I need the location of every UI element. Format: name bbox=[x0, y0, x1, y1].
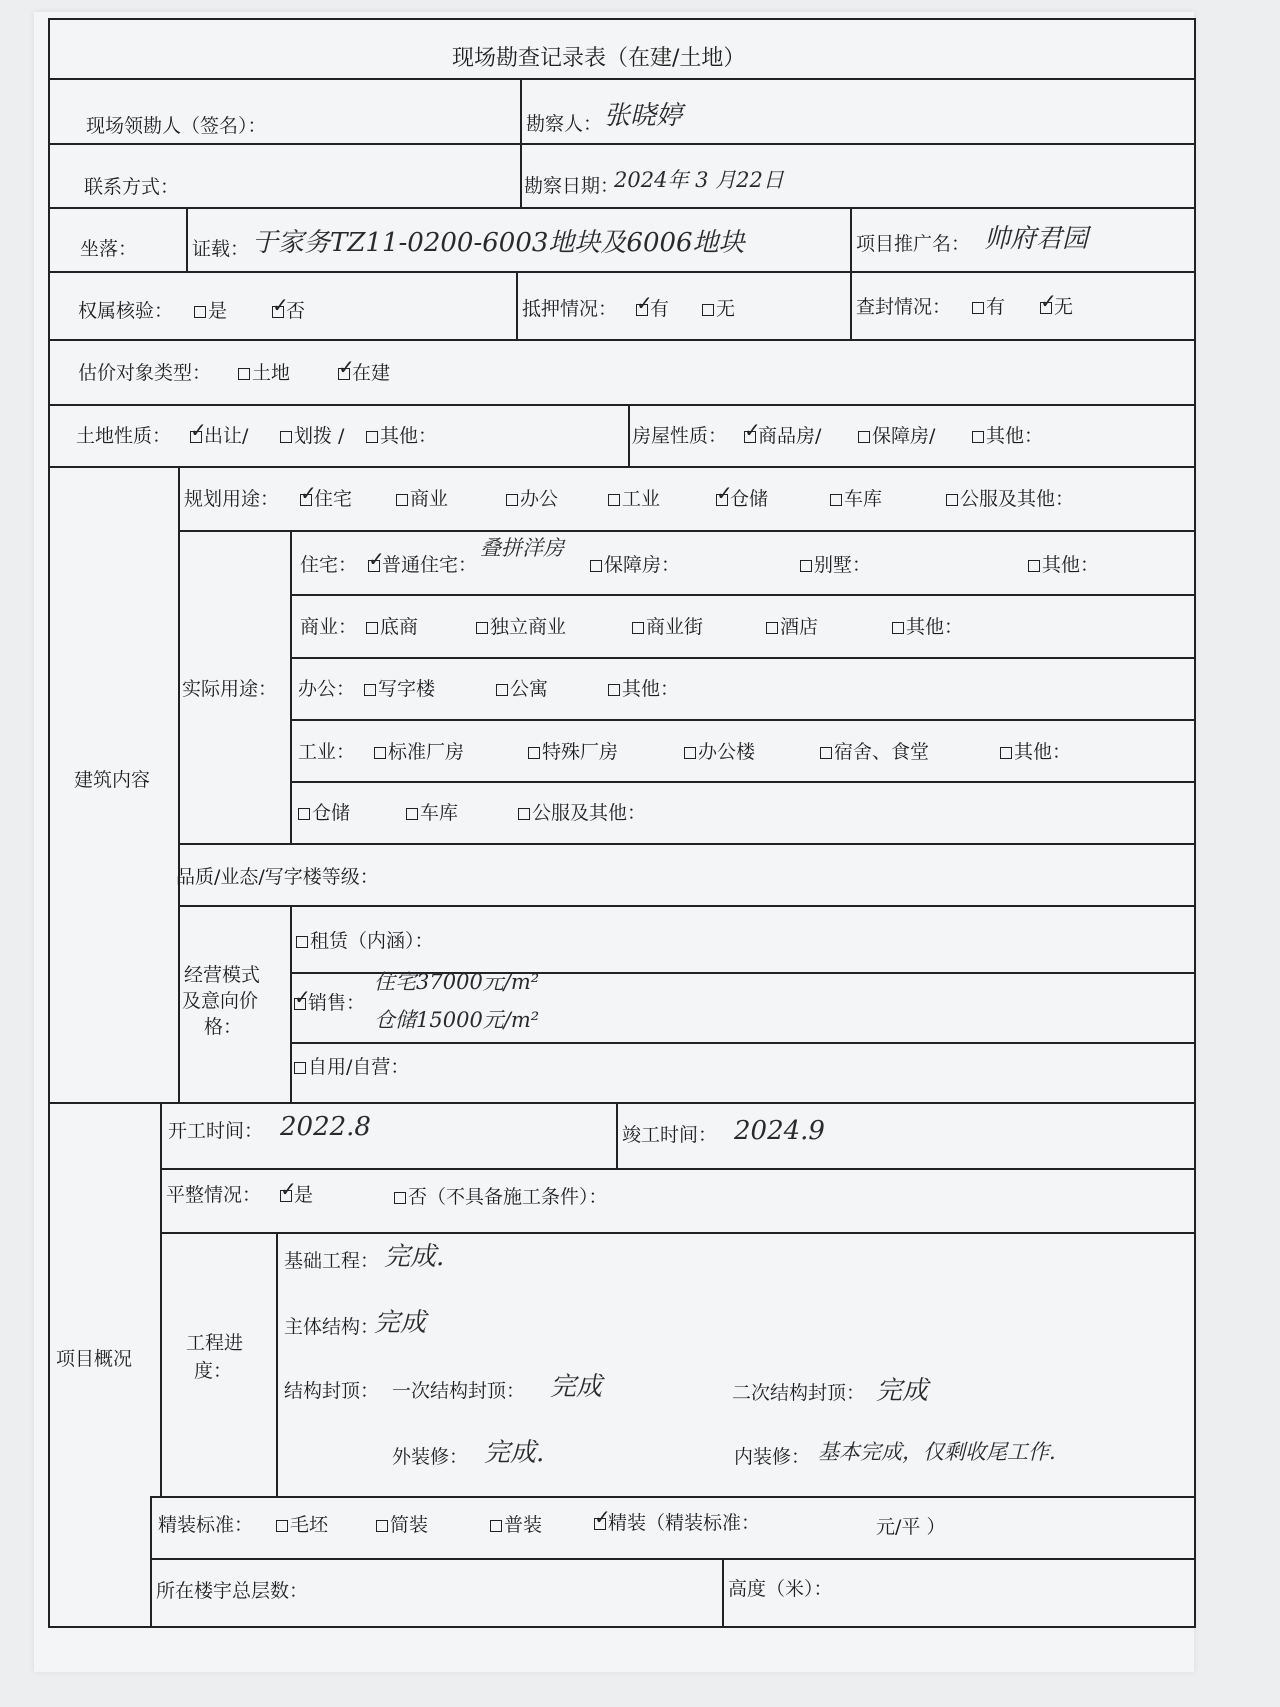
rule bbox=[150, 1558, 1196, 1560]
leveling-label: 平整情况： bbox=[166, 1184, 262, 1206]
planned-industrial-checkbox[interactable]: 工业 bbox=[608, 490, 660, 509]
finish-fine-checkbox[interactable]: ✓ 精装（精装标准： bbox=[594, 1514, 760, 1533]
house-other-checkbox[interactable]: 其他： bbox=[972, 427, 1043, 446]
checkbox-box bbox=[366, 622, 378, 634]
roof-label: 结构封顶： bbox=[284, 1380, 380, 1402]
checkbox-box bbox=[490, 1520, 502, 1532]
building-section-label: 建筑内容 bbox=[74, 769, 151, 791]
house-label: 房屋性质： bbox=[632, 425, 728, 447]
planned-public-checkbox[interactable]: 公服及其他： bbox=[946, 490, 1074, 509]
rule bbox=[48, 143, 1196, 145]
roof1-value: 完成 bbox=[550, 1372, 603, 1402]
seal-yes-checkbox[interactable]: 有 bbox=[972, 298, 1005, 317]
ownership-no-checkbox[interactable]: ✓ 否 bbox=[272, 302, 305, 321]
rule bbox=[48, 339, 1196, 341]
sale-note-storage: 仓储15000元/m² bbox=[374, 1008, 540, 1032]
checkbox-box bbox=[590, 560, 602, 572]
checkbox-box bbox=[280, 431, 292, 443]
rule bbox=[48, 271, 1196, 273]
industrial-standard-checkbox[interactable]: 标准厂房 bbox=[374, 743, 464, 762]
valuation-land-checkbox[interactable]: 土地 bbox=[238, 364, 290, 383]
rule bbox=[516, 271, 518, 339]
progress-label-line2: 度： bbox=[194, 1360, 233, 1382]
rule bbox=[48, 1102, 1196, 1104]
operation-label-line2: 及意向价 bbox=[182, 990, 259, 1012]
floors-label: 所在楼宇总层数： bbox=[156, 1580, 309, 1602]
sale-note-residential: 住宅37000元/m² bbox=[374, 970, 540, 994]
lease-checkbox[interactable]: 租赁（内涵）： bbox=[296, 932, 434, 951]
checkbox-box bbox=[394, 1192, 406, 1204]
checkbox-box bbox=[276, 1520, 288, 1532]
checkbox-box bbox=[820, 747, 832, 759]
checkbox-box-checked bbox=[338, 368, 350, 380]
rule bbox=[276, 1232, 278, 1496]
land-allocation-checkbox[interactable]: 划拨 / bbox=[280, 427, 344, 446]
rule bbox=[160, 1168, 1196, 1170]
rule bbox=[290, 905, 292, 1102]
other-storage-checkbox[interactable]: 仓储 bbox=[298, 804, 350, 823]
rule bbox=[186, 207, 188, 271]
rule bbox=[290, 1042, 1196, 1044]
house-affordable-checkbox[interactable]: 保障房/ bbox=[858, 427, 935, 446]
surveyor-label: 勘察人： bbox=[526, 113, 603, 135]
checkbox-box bbox=[376, 1520, 388, 1532]
planned-storage-checkbox[interactable]: ✓ 仓储 bbox=[716, 490, 768, 509]
start-value: 2022.8 bbox=[280, 1112, 371, 1142]
checkbox-box bbox=[366, 431, 378, 443]
checkbox-box bbox=[972, 302, 984, 314]
interior-label: 内装修： bbox=[734, 1446, 811, 1468]
valuation-construction-checkbox[interactable]: ✓ 在建 bbox=[338, 364, 390, 383]
checkbox-box-checked bbox=[280, 1190, 292, 1202]
residential-normal-checkbox[interactable]: ✓ 普通住宅： bbox=[368, 556, 477, 575]
seal-label: 查封情况： bbox=[856, 296, 952, 318]
progress-label-line1: 工程进 bbox=[186, 1332, 244, 1354]
date-label: 勘察日期： bbox=[524, 175, 620, 197]
height-label: 高度（米）： bbox=[728, 1578, 833, 1600]
residential-other-checkbox[interactable]: 其他： bbox=[1028, 556, 1099, 575]
promo-label: 项目推广名： bbox=[856, 233, 971, 255]
commercial-street-checkbox[interactable]: 商业街 bbox=[632, 618, 703, 637]
checkbox-box bbox=[374, 747, 386, 759]
planned-residential-checkbox[interactable]: ✓ 住宅 bbox=[300, 490, 352, 509]
office-tower-checkbox[interactable]: 写字楼 bbox=[364, 680, 435, 699]
planned-garage-checkbox[interactable]: 车库 bbox=[830, 490, 882, 509]
checkbox-box bbox=[946, 494, 958, 506]
checkbox-box bbox=[194, 306, 206, 318]
commercial-shop-checkbox[interactable]: 底商 bbox=[366, 618, 418, 637]
finish-simple-checkbox[interactable]: 简装 bbox=[376, 1516, 428, 1535]
checkbox-box-checked bbox=[1040, 302, 1052, 314]
checkbox-box bbox=[298, 808, 310, 820]
checkbox-box bbox=[766, 622, 778, 634]
checkbox-box-checked bbox=[744, 431, 756, 443]
land-label: 土地性质： bbox=[76, 425, 172, 447]
planned-use-label: 规划用途： bbox=[184, 488, 280, 510]
exterior-label: 外装修： bbox=[392, 1446, 469, 1468]
self-use-checkbox[interactable]: 自用/自营： bbox=[294, 1058, 409, 1077]
rule bbox=[178, 530, 1196, 532]
rule bbox=[48, 207, 1196, 209]
checkbox-box bbox=[406, 808, 418, 820]
residential-affordable-checkbox[interactable]: 保障房： bbox=[590, 556, 680, 575]
checkbox-box-checked bbox=[300, 494, 312, 506]
project-section-label: 项目概况 bbox=[56, 1348, 133, 1370]
date-value: 2024年 3 月22日 bbox=[614, 168, 784, 192]
leveling-no-checkbox[interactable]: 否（不具备施工条件）： bbox=[394, 1188, 608, 1207]
promo-value: 帅府君园 bbox=[984, 224, 1089, 254]
checkbox-box bbox=[294, 1062, 306, 1074]
checkbox-box-checked bbox=[368, 560, 380, 572]
checkbox-box bbox=[830, 494, 842, 506]
rule bbox=[48, 404, 1196, 406]
actual-use-label: 实际用途： bbox=[182, 678, 278, 700]
office-label: 办公： bbox=[298, 678, 356, 700]
industrial-dorm-checkbox[interactable]: 宿舍、食堂 bbox=[820, 743, 929, 762]
rule bbox=[850, 207, 852, 339]
checkbox-box-checked bbox=[190, 431, 202, 443]
rule bbox=[628, 404, 630, 466]
ownership-yes-checkbox[interactable]: 是 bbox=[194, 302, 227, 321]
roof2-label: 二次结构封顶： bbox=[732, 1382, 866, 1404]
cert-label: 证载： bbox=[192, 238, 250, 260]
rule bbox=[150, 1496, 1196, 1498]
planned-commercial-checkbox[interactable]: 商业 bbox=[396, 490, 448, 509]
leader-label: 现场领勘人（签名）： bbox=[86, 115, 267, 137]
roof2-value: 完成 bbox=[876, 1376, 929, 1406]
commercial-other-checkbox[interactable]: 其他： bbox=[892, 618, 963, 637]
rule bbox=[178, 905, 1196, 907]
checkbox-box-checked bbox=[716, 494, 728, 506]
checkbox-box bbox=[396, 494, 408, 506]
checkbox-box bbox=[1028, 560, 1040, 572]
start-label: 开工时间： bbox=[168, 1120, 264, 1142]
other-public-checkbox[interactable]: 公服及其他： bbox=[518, 804, 646, 823]
checkbox-box bbox=[702, 304, 714, 316]
surveyor-signature: 张晓婷 bbox=[604, 101, 683, 131]
sale-checkbox[interactable]: ✓销售： bbox=[294, 994, 365, 1013]
other-garage-checkbox[interactable]: 车库 bbox=[406, 804, 458, 823]
finish-standard-unit: 元/平 ） bbox=[876, 1516, 946, 1538]
operation-label-line3: 格： bbox=[204, 1016, 243, 1038]
rule bbox=[178, 466, 180, 1102]
checkbox-box bbox=[518, 808, 530, 820]
rule bbox=[160, 1232, 1196, 1234]
rule bbox=[722, 1558, 724, 1628]
industrial-label: 工业： bbox=[298, 741, 356, 763]
contact-label: 联系方式： bbox=[84, 176, 180, 198]
foundation-value: 完成. bbox=[384, 1242, 445, 1272]
industrial-office-checkbox[interactable]: 办公楼 bbox=[684, 743, 755, 762]
checkbox-box-checked bbox=[294, 998, 306, 1010]
checkbox-box bbox=[800, 560, 812, 572]
planned-office-checkbox[interactable]: 办公 bbox=[506, 490, 558, 509]
checkbox-box bbox=[238, 368, 250, 380]
mortgage-no-checkbox[interactable]: 无 bbox=[702, 300, 735, 319]
industrial-special-checkbox[interactable]: 特殊厂房 bbox=[528, 743, 618, 762]
checkbox-box-checked bbox=[594, 1518, 606, 1530]
rule bbox=[48, 466, 1196, 468]
rule bbox=[290, 594, 1196, 596]
land-transfer-checkbox[interactable]: ✓ 出让/ bbox=[190, 427, 248, 446]
rule bbox=[290, 657, 1196, 659]
rule bbox=[290, 530, 292, 843]
cert-value: 于家务TZ11-0200-6003地块及6006地块 bbox=[252, 228, 745, 258]
commercial-hotel-checkbox[interactable]: 酒店 bbox=[766, 618, 818, 637]
checkbox-box bbox=[528, 747, 540, 759]
ownership-label: 权属核验： bbox=[78, 300, 174, 322]
checkbox-box bbox=[296, 936, 308, 948]
rule bbox=[48, 78, 1196, 80]
commercial-label: 商业： bbox=[300, 616, 358, 638]
checkbox-box bbox=[1000, 747, 1012, 759]
mortgage-label: 抵押情况： bbox=[522, 298, 618, 320]
exterior-value: 完成. bbox=[484, 1438, 545, 1468]
interior-value: 基本完成，仅剩收尾工作. bbox=[818, 1440, 1056, 1464]
checkbox-box bbox=[972, 431, 984, 443]
checkbox-box bbox=[892, 622, 904, 634]
checkbox-box bbox=[476, 622, 488, 634]
finish-standard-label: 精装标准： bbox=[158, 1514, 254, 1536]
rule bbox=[178, 843, 1196, 845]
house-commercial-checkbox[interactable]: ✓ 商品房/ bbox=[744, 427, 821, 446]
checkbox-box bbox=[608, 684, 620, 696]
residential-label: 住宅： bbox=[300, 554, 358, 576]
location-label: 坐落： bbox=[80, 238, 138, 260]
form-title: 现场勘查记录表（在建/土地） bbox=[452, 46, 746, 71]
rule bbox=[150, 1496, 152, 1628]
checkbox-box bbox=[684, 747, 696, 759]
leveling-yes-checkbox[interactable]: ✓ 是 bbox=[280, 1186, 313, 1205]
main-structure-value: 完成 bbox=[374, 1308, 427, 1338]
checkbox-box bbox=[608, 494, 620, 506]
roof1-label: 一次结构封顶： bbox=[392, 1380, 526, 1402]
commercial-standalone-checkbox[interactable]: 独立商业 bbox=[476, 618, 566, 637]
checkbox-box bbox=[364, 684, 376, 696]
operation-label-line1: 经营模式 bbox=[184, 964, 261, 986]
seal-no-checkbox[interactable]: ✓ 无 bbox=[1040, 298, 1073, 317]
office-apartment-checkbox[interactable]: 公寓 bbox=[496, 680, 548, 699]
rule bbox=[290, 719, 1196, 721]
checkbox-box bbox=[496, 684, 508, 696]
land-other-checkbox[interactable]: 其他： bbox=[366, 427, 437, 446]
finish-normal-checkbox[interactable]: 普装 bbox=[490, 1516, 542, 1535]
rule bbox=[160, 1102, 162, 1496]
foundation-label: 基础工程： bbox=[284, 1250, 380, 1272]
finish-label: 竣工时间： bbox=[622, 1124, 718, 1146]
rule bbox=[616, 1102, 618, 1168]
finish-rough-checkbox[interactable]: 毛坯 bbox=[276, 1516, 328, 1535]
main-structure-label: 主体结构： bbox=[284, 1316, 380, 1338]
residential-note: 叠拼洋房 bbox=[480, 536, 564, 560]
industrial-other-checkbox[interactable]: 其他： bbox=[1000, 743, 1071, 762]
office-other-checkbox[interactable]: 其他： bbox=[608, 680, 679, 699]
checkbox-box bbox=[506, 494, 518, 506]
residential-villa-checkbox[interactable]: 别墅： bbox=[800, 556, 871, 575]
mortgage-yes-checkbox[interactable]: ✓ 有 bbox=[636, 300, 669, 319]
rule bbox=[520, 78, 522, 207]
checkbox-box bbox=[632, 622, 644, 634]
finish-value: 2024.9 bbox=[734, 1116, 825, 1146]
quality-label: 品质/业态/写字楼等级： bbox=[176, 866, 379, 888]
checkbox-box-checked bbox=[272, 306, 284, 318]
rule bbox=[290, 781, 1196, 783]
valuation-label: 估价对象类型： bbox=[78, 362, 212, 384]
checkbox-box-checked bbox=[636, 304, 648, 316]
checkbox-box bbox=[858, 431, 870, 443]
